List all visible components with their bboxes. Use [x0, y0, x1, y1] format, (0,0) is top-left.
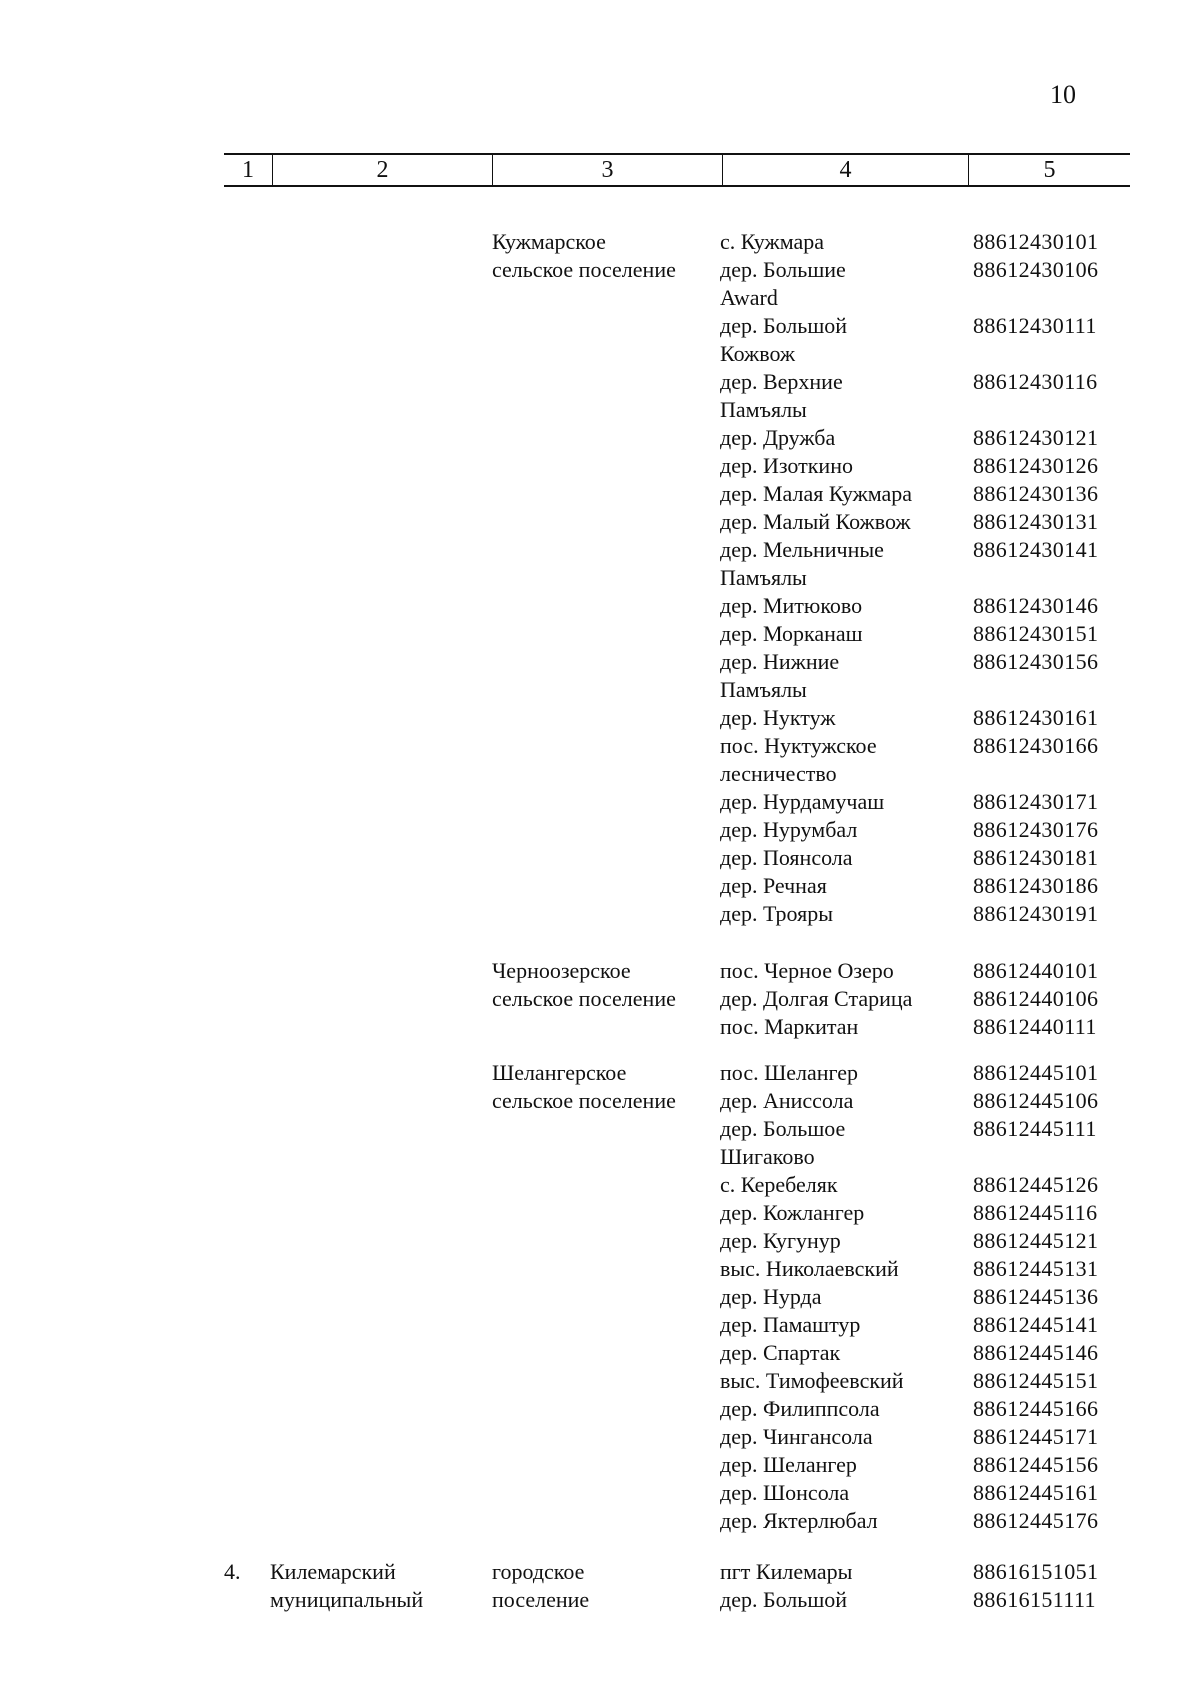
locality-name-line: дер. Поянсола [720, 845, 853, 870]
locality-name-line: дер. Памаштур [720, 1312, 861, 1337]
row-number: 4. [224, 1559, 241, 1584]
locality-name-line: дер. Митюково [720, 593, 863, 618]
locality-name-line: дер. Долгая Старица [720, 986, 913, 1011]
locality-name [720, 872, 955, 900]
locality-name-line: дер. Большой [720, 1587, 848, 1612]
locality-name-line: дер. Яктерлюбал [720, 1508, 878, 1533]
column-header-3: 3 [492, 155, 722, 185]
settlement-name [492, 228, 676, 284]
locality-name [720, 424, 955, 452]
locality-name [720, 1087, 955, 1115]
oktmo-code: 88612445126 [973, 1172, 1099, 1197]
locality-name-line: дер. Шонсола [720, 1480, 850, 1505]
oktmo-code: 88616151111 [973, 1587, 1096, 1612]
locality-name-line: пос. Шелангер [720, 1060, 859, 1085]
locality-name [720, 1227, 955, 1255]
oktmo-code: 88612445156 [973, 1452, 1099, 1477]
locality-name [720, 1558, 955, 1586]
oktmo-code: 88612430166 [973, 733, 1099, 758]
settlement-name [492, 1059, 676, 1115]
oktmo-code: 88616151051 [973, 1559, 1099, 1584]
oktmo-code: 88612430141 [973, 537, 1099, 562]
column-header-2: 2 [272, 155, 492, 185]
locality-name-line: Памъялы [720, 677, 807, 702]
locality-name-line: дер. Кугунур [720, 1228, 841, 1253]
locality-name [720, 844, 955, 872]
column-header-1: 1 [242, 157, 254, 183]
oktmo-code: 88612430161 [973, 705, 1099, 730]
locality-name [720, 536, 955, 592]
locality-name-line: дер. Малый Кожвож [720, 509, 911, 534]
settlement-name-line: сельское поселение [492, 1088, 676, 1113]
locality-name [720, 312, 955, 368]
locality-name [720, 1479, 955, 1507]
oktmo-code: 88612430121 [973, 425, 1099, 450]
locality-name [720, 1451, 955, 1479]
locality-name-line: пос. Нуктужское [720, 733, 877, 758]
oktmo-code: 88612445116 [973, 1200, 1098, 1225]
settlement-name [492, 957, 676, 1013]
locality-name-line: дер. Аниссола [720, 1088, 854, 1113]
oktmo-code: 88612430191 [973, 901, 1099, 926]
locality-name-line: с. Кужмара [720, 229, 824, 254]
oktmo-code: 88612440101 [973, 958, 1099, 983]
oktmo-code: 88612440106 [973, 986, 1099, 1011]
settlement-name-line: сельское поселение [492, 257, 676, 282]
locality-name-line: лесничество [720, 761, 837, 786]
oktmo-code: 88612445106 [973, 1088, 1099, 1113]
oktmo-code: 88612445111 [973, 1116, 1097, 1141]
oktmo-code: 88612445146 [973, 1340, 1099, 1365]
locality-name [720, 1586, 955, 1614]
locality-name [720, 1171, 955, 1199]
locality-name [720, 704, 955, 732]
locality-name-line: дер. Нурда [720, 1284, 822, 1309]
locality-name-line: Award [720, 285, 778, 310]
locality-name [720, 957, 955, 985]
locality-name [720, 1115, 955, 1171]
locality-name-line: пос. Черное Озеро [720, 958, 894, 983]
locality-name-line: пгт Килемары [720, 1559, 853, 1584]
locality-name [720, 592, 955, 620]
column-header-row [224, 153, 1130, 187]
locality-name [720, 368, 955, 424]
oktmo-code: 88612445121 [973, 1228, 1099, 1253]
oktmo-code: 88612430171 [973, 789, 1099, 814]
locality-name-line: дер. Трояры [720, 901, 834, 926]
locality-name [720, 1367, 955, 1395]
oktmo-code: 88612430116 [973, 369, 1098, 394]
locality-name [720, 228, 955, 256]
locality-name [720, 1283, 955, 1311]
district-name [270, 1558, 423, 1614]
locality-name [720, 452, 955, 480]
locality-name-line: дер. Морканаш [720, 621, 863, 646]
locality-name [720, 508, 955, 536]
locality-name [720, 900, 955, 928]
settlement-name-line: поселение [492, 1587, 590, 1612]
locality-name-line: дер. Спартак [720, 1340, 841, 1365]
locality-name-line: дер. Изоткино [720, 453, 853, 478]
locality-name-line: дер. Чингансола [720, 1424, 873, 1449]
locality-name-line: выс. Николаевский [720, 1256, 899, 1281]
settlement-name-line: Кужмарское [492, 229, 606, 254]
locality-name-line: Памъялы [720, 397, 807, 422]
locality-name [720, 1255, 955, 1283]
locality-name [720, 1199, 955, 1227]
locality-name-line: дер. Нурумбал [720, 817, 858, 842]
locality-name [720, 732, 955, 788]
settlement-name-line: сельское поселение [492, 986, 676, 1011]
locality-name-line: дер. Шелангер [720, 1452, 857, 1477]
oktmo-code: 88612430146 [973, 593, 1099, 618]
locality-name-line: дер. Большое [720, 1116, 846, 1141]
oktmo-code: 88612430101 [973, 229, 1099, 254]
locality-name [720, 480, 955, 508]
oktmo-code: 88612445141 [973, 1312, 1099, 1337]
locality-name [720, 1013, 955, 1041]
locality-name [720, 648, 955, 704]
locality-name-line: дер. Нурдамучаш [720, 789, 885, 814]
oktmo-code: 88612430151 [973, 621, 1099, 646]
column-header-5: 5 [968, 155, 1130, 185]
locality-name-line: дер. Дружба [720, 425, 836, 450]
oktmo-code: 88612430156 [973, 649, 1099, 674]
locality-name-line: Памъялы [720, 565, 807, 590]
oktmo-code: 88612430136 [973, 481, 1099, 506]
oktmo-code: 88612430131 [973, 509, 1099, 534]
locality-name-line: дер. Малая Кужмара [720, 481, 913, 506]
oktmo-code: 88612440111 [973, 1014, 1097, 1039]
locality-name-line: дер. Нуктуж [720, 705, 836, 730]
locality-name [720, 1311, 955, 1339]
oktmo-code: 88612430126 [973, 453, 1099, 478]
locality-name-line: дер. Нижние [720, 649, 840, 674]
locality-name-line: дер. Филиппсола [720, 1396, 880, 1421]
locality-name [720, 985, 955, 1013]
locality-name-line: пос. Маркитан [720, 1014, 859, 1039]
locality-name [720, 1395, 955, 1423]
district-name-line: муниципальный [270, 1587, 424, 1612]
settlement-name [492, 1558, 589, 1614]
locality-name [720, 620, 955, 648]
locality-name-line: Кожвож [720, 341, 796, 366]
settlement-name-line: Черноозерское [492, 958, 631, 983]
locality-name [720, 1059, 955, 1087]
oktmo-code: 88612430106 [973, 257, 1099, 282]
oktmo-code: 88612430111 [973, 313, 1097, 338]
locality-name [720, 1339, 955, 1367]
oktmo-code: 88612430186 [973, 873, 1099, 898]
locality-name-line: дер. Большие [720, 257, 846, 282]
page-number: 10 [1050, 80, 1076, 109]
settlement-name-line: городское [492, 1559, 585, 1584]
column-header-4: 4 [722, 155, 968, 185]
locality-name [720, 816, 955, 844]
locality-name-line: дер. Мельничные [720, 537, 884, 562]
oktmo-code: 88612445166 [973, 1396, 1099, 1421]
oktmo-code: 88612430181 [973, 845, 1099, 870]
district-name-line: Килемарский [270, 1559, 396, 1584]
oktmo-code: 88612430176 [973, 817, 1099, 842]
locality-name [720, 788, 955, 816]
locality-name-line: дер. Большой [720, 313, 848, 338]
locality-name-line: выс. Тимофеевский [720, 1368, 904, 1393]
oktmo-code: 88612445101 [973, 1060, 1099, 1085]
oktmo-code: 88612445161 [973, 1480, 1099, 1505]
locality-name [720, 256, 955, 312]
locality-name-line: с. Керебеляк [720, 1172, 838, 1197]
oktmo-code: 88612445136 [973, 1284, 1099, 1309]
locality-name-line: дер. Верхние [720, 369, 843, 394]
locality-name-line: дер. Кожлангер [720, 1200, 865, 1225]
oktmo-code: 88612445131 [973, 1256, 1099, 1281]
oktmo-code: 88612445176 [973, 1508, 1099, 1533]
locality-name [720, 1423, 955, 1451]
locality-name-line: Шигаково [720, 1144, 815, 1169]
settlement-name-line: Шелангерское [492, 1060, 627, 1085]
locality-name [720, 1507, 955, 1535]
oktmo-code: 88612445171 [973, 1424, 1099, 1449]
oktmo-code: 88612445151 [973, 1368, 1099, 1393]
locality-name-line: дер. Речная [720, 873, 827, 898]
